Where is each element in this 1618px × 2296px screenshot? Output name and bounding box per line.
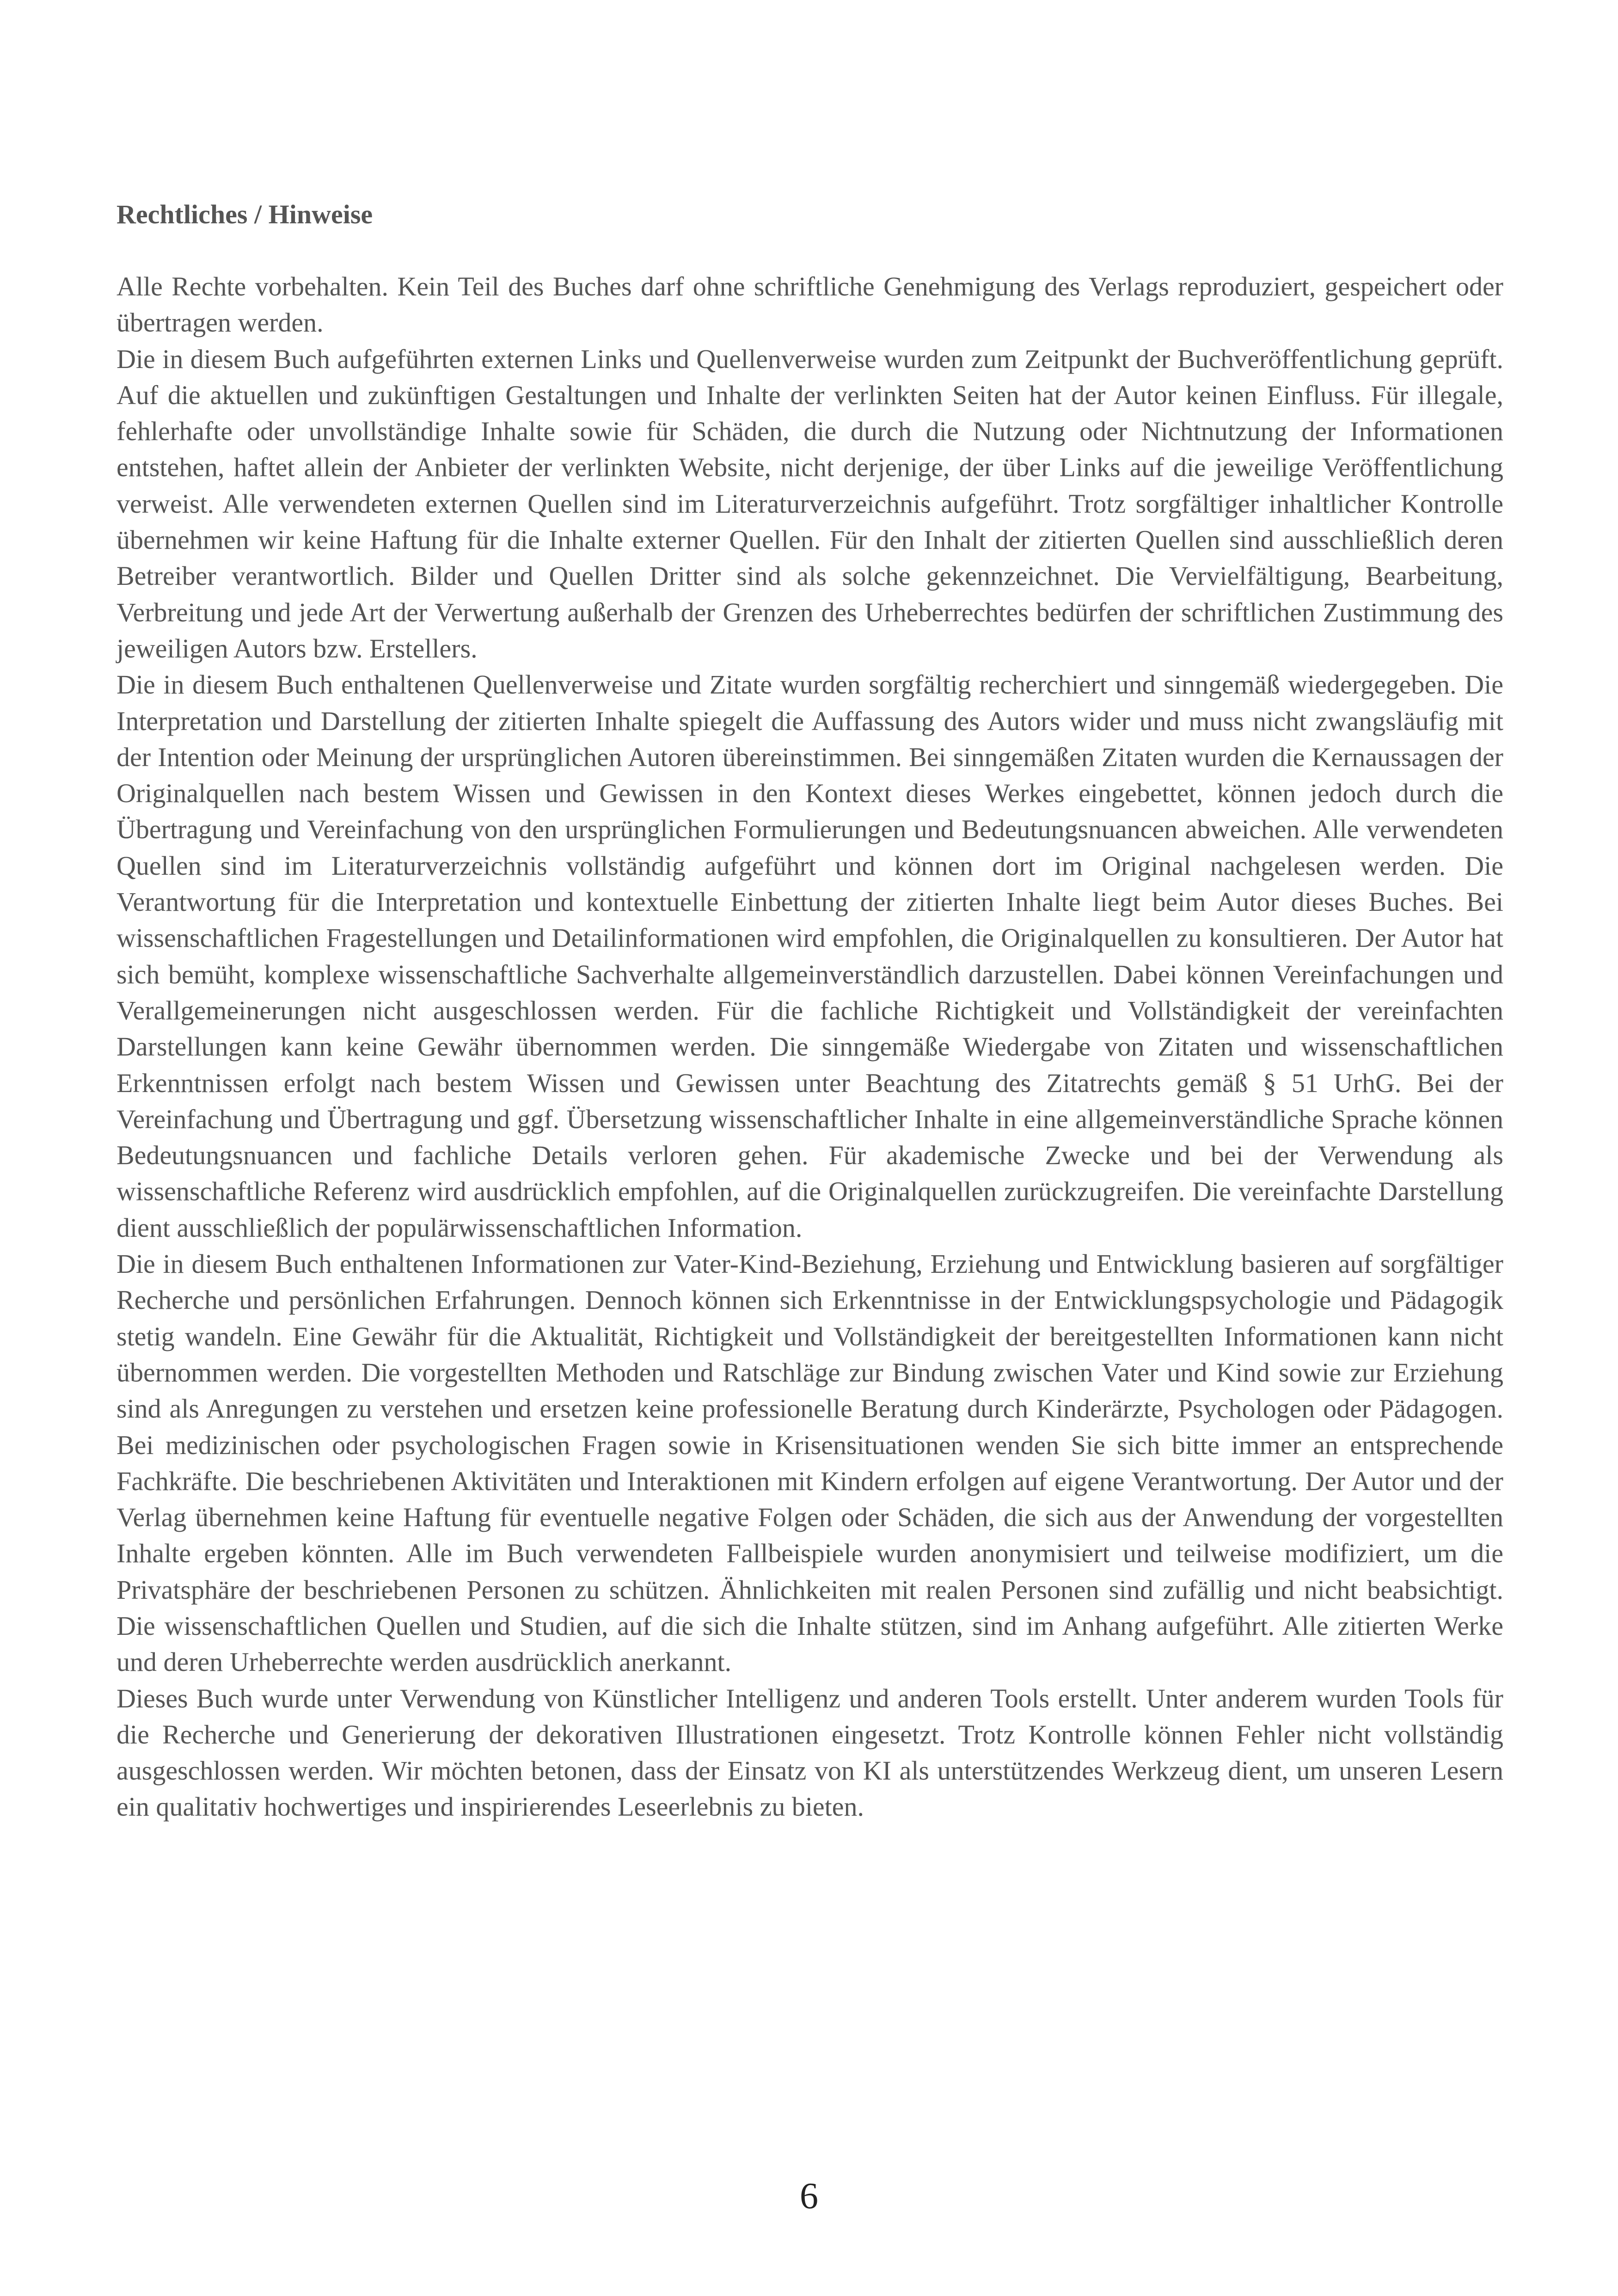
paragraph-copyright: Alle Rechte vorbehalten. Kein Teil des Buches darf ohne schriftliche Genehmigung des Verlags reproduziert, gespeichert oder übertragen werden.	[116, 271, 1503, 338]
page-content	[116, 196, 1503, 1825]
paragraph-citations: Die in diesem Buch enthaltenen Quellenverweise und Zitate wurden sorgfältig recherchiert und sinngemäß wiedergegeben. Die Interpretation und Darstellung der zitierten Inhalte spiegelt die Auffassung des Autors wider und muss nicht zwangsläufig mit der Intention oder Meinung der ursprünglichen Autoren übereinstimmen. Bei sinngemäßen Zitaten wurden die Kernaussagen der Originalquellen nach bestem Wissen und Gewissen in den Kontext dieses Werkes eingebettet, können jedoch durch die Übertragung und Vereinfachung von den ursprünglichen Formulierungen und Bedeutungsnuancen abweichen. Alle verwendeten Quellen sind im Literaturverzeichnis vollständig aufgeführt und können dort im Original nachgelesen werden. Die Verantwortung für die Interpretation und kontextuelle Einbettung der zitierten Inhalte liegt beim Autor dieses Buches. Bei wissenschaftlichen Fragestellungen und Detailinformationen wird empfohlen, die Originalquellen zu konsultieren. Der Autor hat sich bemüht, komplexe wissenschaftliche Sachverhalte allgemeinverständlich darzustellen. Dabei können Vereinfachungen und Verallgemeinerungen nicht ausgeschlossen werden. Für die fachliche Richtigkeit und Vollständigkeit der vereinfachten Darstellungen kann keine Gewähr übernommen werden. Die sinngemäße Wiedergabe von Zitaten und wissenschaftlichen Erkenntnissen erfolgt nach bestem Wissen und Gewissen unter Beachtung des Zitatrechts gemäß § 51 UrhG. Bei der Vereinfachung und Übertragung und ggf. Übersetzung wissenschaftlicher Inhalte in eine allgemeinverständliche Sprache können Bedeutungsnuancen und fachliche Details verloren gehen. Für akademische Zwecke und bei der Verwendung als wissenschaftliche Referenz wird ausdrücklich empfohlen, auf die Originalquellen zurückzugreifen. Die vereinfachte Darstellung dient ausschließlich der populärwissenschaftlichen Information.	[116, 669, 1503, 1243]
page-number: 6	[800, 2176, 818, 2216]
paragraph-external-links: Die in diesem Buch aufgeführten externen Links und Quellenverweise wurden zum Zeitpunkt der Buchveröffentlichung geprüft. Auf die aktuellen und zukünftigen Gestaltungen und Inhalte der verlinkten Seiten hat der Autor keinen Einfluss. Für illegale, fehlerhafte oder unvollständige Inhalte sowie für Schäden, die durch die Nutzung oder Nichtnutzung der Informationen entstehen, haftet allein der Anbieter der verlinkten Website, nicht derjenige, der über Links auf die jeweilige Veröffentlichung verweist. Alle verwendeten externen Quellen sind im Literaturverzeichnis aufgeführt. Trotz sorgfältiger inhaltlicher Kontrolle übernehmen wir keine Haftung für die Inhalte externer Quellen. Für den Inhalt der zitierten Quellen sind ausschließlich deren Betreiber verantwortlich. Bilder und Quellen Dritter sind als solche gekennzeichnet. Die Vervielfältigung, Bearbeitung, Verbreitung und jede Art der Verwertung außerhalb der Grenzen des Urheberrechtes bedürfen der schriftlichen Zustimmung des jeweiligen Autors bzw. Erstellers.	[116, 344, 1503, 663]
paragraph-ai-usage: Dieses Buch wurde unter Verwendung von Künstlicher Intelligenz und anderen Tools erstellt. Unter anderem wurden Tools für die Recherche und Generierung der dekorativen Illustrationen eingesetzt. Trotz Kontrolle können Fehler nicht vollständig ausgeschlossen werden. Wir möchten betonen, dass der Einsatz von KI als unterstützendes Werkzeug dient, um unseren Lesern ein qualitativ hochwertiges und inspirierendes Leseerlebnis zu bieten.	[116, 1683, 1503, 1822]
section-heading: Rechtliches / Hinweise	[116, 199, 373, 229]
paragraph-liability: Die in diesem Buch enthaltenen Informationen zur Vater-Kind-Beziehung, Erziehung und Entwicklung basieren auf sorgfältiger Recherche und persönlichen Erfahrungen. Dennoch können sich Erkenntnisse in der Entwicklungspsychologie und Pädagogik stetig wandeln. Eine Gewähr für die Aktualität, Richtigkeit und Vollständigkeit der bereitgestellten Informationen kann nicht übernommen werden. Die vorgestellten Methoden und Ratschläge zur Bindung zwischen Vater und Kind sowie zur Erziehung sind als Anregungen zu verstehen und ersetzen keine professionelle Beratung durch Kinderärzte, Psychologen oder Pädagogen. Bei medizinischen oder psychologischen Fragen sowie in Krisensituationen wenden Sie sich bitte immer an entsprechende Fachkräfte. Die beschriebenen Aktivitäten und Interaktionen mit Kindern erfolgen auf eigene Verantwortung. Der Autor und der Verlag übernehmen keine Haftung für eventuelle negative Folgen oder Schäden, die sich aus der Anwendung der vorgestellten Inhalte ergeben könnten. Alle im Buch verwendeten Fallbeispiele wurden anonymisiert und teilweise modifiziert, um die Privatsphäre der beschriebenen Personen zu schützen. Ähnlichkeiten mit realen Personen sind zufällig und nicht beabsichtigt. Die wissenschaftlichen Quellen und Studien, auf die sich die Inhalte stützen, sind im Anhang aufgeführt. Alle zitierten Werke und deren Urheberrechte werden ausdrücklich anerkannt.	[116, 1249, 1503, 1677]
